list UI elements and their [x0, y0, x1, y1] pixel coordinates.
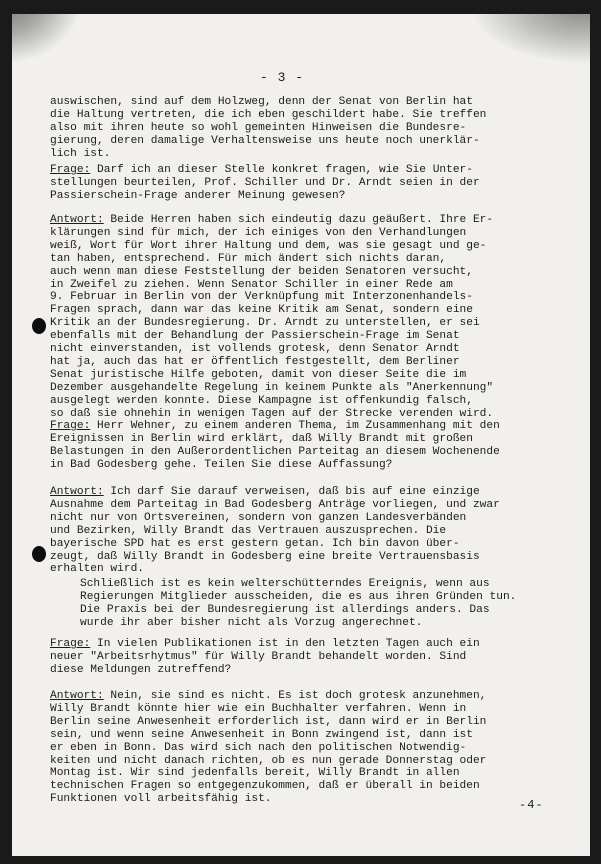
speaker-label: Frage: [50, 164, 91, 176]
text-line [50, 755, 570, 768]
text-line [50, 317, 570, 330]
line-text: klärungen sind für mich, der ich einiges von den Verhandlungen [50, 226, 467, 239]
text-line [50, 638, 570, 651]
line-text: gierung, deren damalige Verhaltensweise uns heute noch unerklär- [50, 134, 480, 147]
speaker-label: Antwort: [50, 214, 104, 226]
paragraph [50, 214, 570, 421]
line-text: Beide Herren haben sich eindeutig dazu geäußert. Ihre Er- [103, 214, 494, 226]
paragraph [50, 420, 570, 472]
line-text: stellungen beurteilen, Prof. Schiller und Dr. Arndt seien in der [50, 176, 480, 189]
speaker-label: Antwort: [50, 690, 104, 702]
text-line [50, 729, 570, 742]
line-text: wurde ihr aber bisher nicht als Vorzug angerechnet. [80, 616, 423, 629]
line-text: Belastungen in den Außerordentlichen Parteitag an diesem Wochenende [50, 445, 500, 458]
scan-shadow-top-left [12, 14, 82, 64]
line-text: weiß, Wort für Wort ihrer Haltung und dem, was sie gesagt und ge- [50, 239, 487, 252]
text-line [50, 369, 570, 382]
document-page [12, 14, 590, 856]
paragraph [80, 578, 590, 630]
text-line [50, 214, 570, 227]
line-text: ebenfalls mit der Behandlung der Passierschein-Frage im Senat [50, 330, 460, 343]
text-line [50, 304, 570, 317]
text-line [50, 190, 570, 203]
punch-hole [32, 546, 46, 562]
line-text: Willy Brandt könnte hier wie ein Buchhalter verfahren. Wenn in [50, 702, 467, 715]
line-text: Kritik an der Bundesregierung. Dr. Arndt zu unterstellen, er sei [50, 317, 480, 330]
paragraph [50, 96, 570, 161]
line-text: ausgelegt werden konnte. Diese Kampagne ist offenkundig falsch, [50, 394, 473, 407]
line-text: Nein, sie sind es nicht. Es ist doch grotesk anzunehmen, [103, 690, 487, 702]
text-line [80, 591, 590, 604]
text-line [50, 446, 570, 459]
text-line [50, 793, 570, 806]
line-text: die Haltung vertreten, die ich eben geschildert habe. Sie treffen [50, 108, 487, 121]
line-text: Darf ich an dieser Stelle konkret fragen, wie Sie Unter- [90, 164, 473, 176]
text-line [80, 617, 590, 630]
text-line [50, 343, 570, 356]
line-text: tan haben, entsprechend. Für mich ändert sich nichts daran, [50, 252, 447, 265]
text-line [50, 486, 570, 499]
text-line [50, 538, 570, 551]
text-line [50, 96, 570, 109]
line-text: Die Praxis bei der Bundesregierung ist allerdings anders. Das [80, 603, 490, 616]
line-text: Montag ist. Wir sind jedenfalls bereit, Willy Brandt in allen [50, 767, 460, 780]
scan-shadow-top-right [470, 14, 590, 64]
line-text: Ereignissen in Berlin wird erklärt, daß Willy Brandt mit großen [50, 432, 473, 445]
paragraph [50, 486, 570, 576]
text-line [50, 459, 570, 472]
line-text: er eben in Bonn. Das wird sich nach den politischen Notwendig- [50, 741, 467, 754]
text-line [50, 433, 570, 446]
text-line [50, 780, 570, 793]
line-text: technischen Fragen so entgegenzukommen, daß er überall in beiden [50, 780, 480, 793]
line-text: Ich darf Sie darauf verweisen, daß bis auf eine einzige [103, 486, 480, 498]
paragraph [50, 690, 570, 806]
text-line [50, 420, 570, 433]
speaker-label: Frage: [50, 638, 91, 650]
text-line [50, 227, 570, 240]
text-line [50, 551, 570, 564]
text-line [50, 253, 570, 266]
text-line [50, 266, 570, 279]
line-text: zeugt, daß Willy Brandt in Godesberg eine breite Vertrauensbasis [50, 550, 480, 563]
text-line [50, 291, 570, 304]
line-text: Regierungen Mitglieder ausscheiden, die es aus ihren Gründen tun. [80, 590, 517, 603]
line-text: in Bad Godesberg gehe. Teilen Sie diese Auffassung? [50, 458, 393, 471]
line-text: diese Meldungen zutreffend? [50, 663, 232, 676]
text-line [80, 578, 590, 591]
text-line [50, 148, 570, 161]
line-text: sein, und wenn seine Anwesenheit in Bonn zwingend ist, dann ist [50, 728, 473, 741]
text-line [50, 512, 570, 525]
text-line [50, 499, 570, 512]
line-text: lich ist. [50, 147, 111, 160]
line-text: auswischen, sind auf dem Holzweg, denn der Senat von Berlin hat [50, 96, 473, 108]
text-line [50, 330, 570, 343]
text-line [50, 767, 570, 780]
line-text: Schließlich ist es kein welterschütterndes Ereignis, wenn aus [80, 578, 490, 590]
line-text: Funktionen voll arbeitsfähig ist. [50, 793, 272, 806]
line-text: und Bezirken, Willy Brandt das Vertrauen auszusprechen. Die [50, 524, 447, 537]
text-line [50, 135, 570, 148]
text-line [50, 525, 570, 538]
line-text: Berlin seine Anwesenheit erforderlich ist, dann wird er in Berlin [50, 715, 487, 728]
line-text: Herr Wehner, zu einem anderen Thema, im Zusammenhang mit den [90, 420, 500, 432]
line-text: nicht einverstanden, ist vollends grotesk, denn Senator Arndt [50, 343, 460, 356]
line-text: Passierschein-Frage anderer Meinung gewesen? [50, 189, 346, 202]
line-text: bayerische SPD hat es erst gestern getan. Ich bin davon über- [50, 537, 460, 550]
text-line [50, 651, 570, 664]
text-line [50, 742, 570, 755]
page-number-top: - 3 - [260, 70, 305, 85]
page-number-bottom: -4- [519, 798, 544, 812]
text-line [50, 395, 570, 408]
line-text: Dezember ausgehandelte Regelung in keinem Punkte als "Anerkennung" [50, 381, 494, 394]
text-line [50, 240, 570, 253]
text-line [50, 716, 570, 729]
speaker-label: Antwort: [50, 486, 104, 498]
paragraph [50, 638, 570, 677]
text-line [50, 122, 570, 135]
text-line [50, 279, 570, 292]
line-text: hat ja, auch das hat er öffentlich festgestellt, dem Berliner [50, 355, 460, 368]
text-line [80, 604, 590, 617]
line-text: neuer "Arbeitsrhytmus" für Willy Brandt behandelt worden. Sind [50, 650, 467, 663]
line-text: nicht nur von Ortsvereinen, sondern von ganzen Landesverbänden [50, 511, 467, 524]
line-text: in Zweifel zu ziehen. Wenn Senator Schiller in einer Rede am [50, 278, 453, 291]
line-text: Senat juristische Hilfe geboten, damit von dieser Seite die im [50, 368, 467, 381]
speaker-label: Frage: [50, 420, 91, 432]
line-text: also mit ihren heute so wohl gemeinten Hinweisen die Bundesre- [50, 121, 467, 134]
text-line [50, 703, 570, 716]
text-line [50, 356, 570, 369]
line-text: so daß sie ohnehin in wenigen Tagen auf der Strecke verenden wird. [50, 407, 494, 420]
punch-hole [32, 318, 46, 334]
line-text: keiten und nicht danach richten, ob es nun gerade Donnerstag oder [50, 754, 487, 767]
text-line [50, 408, 570, 421]
paragraph [50, 164, 570, 203]
line-text: In vielen Publikationen ist in den letzten Tagen auch ein [90, 638, 480, 650]
text-line [50, 563, 570, 576]
line-text: 9. Februar in Berlin von der Verknüpfung mit Interzonenhandels- [50, 291, 473, 304]
text-line [50, 109, 570, 122]
line-text: erhalten wird. [50, 563, 144, 576]
text-line [50, 664, 570, 677]
text-line [50, 177, 570, 190]
line-text: Fragen sprach, dann war das keine Kritik am Senat, sondern eine [50, 304, 473, 317]
text-line [50, 382, 570, 395]
text-line [50, 690, 570, 703]
line-text: auch wenn man diese Feststellung der beiden Senatoren versucht, [50, 265, 473, 278]
line-text: Ausnahme dem Parteitag in Bad Godesberg Anträge vorliegen, und zwar [50, 498, 500, 511]
text-line [50, 164, 570, 177]
